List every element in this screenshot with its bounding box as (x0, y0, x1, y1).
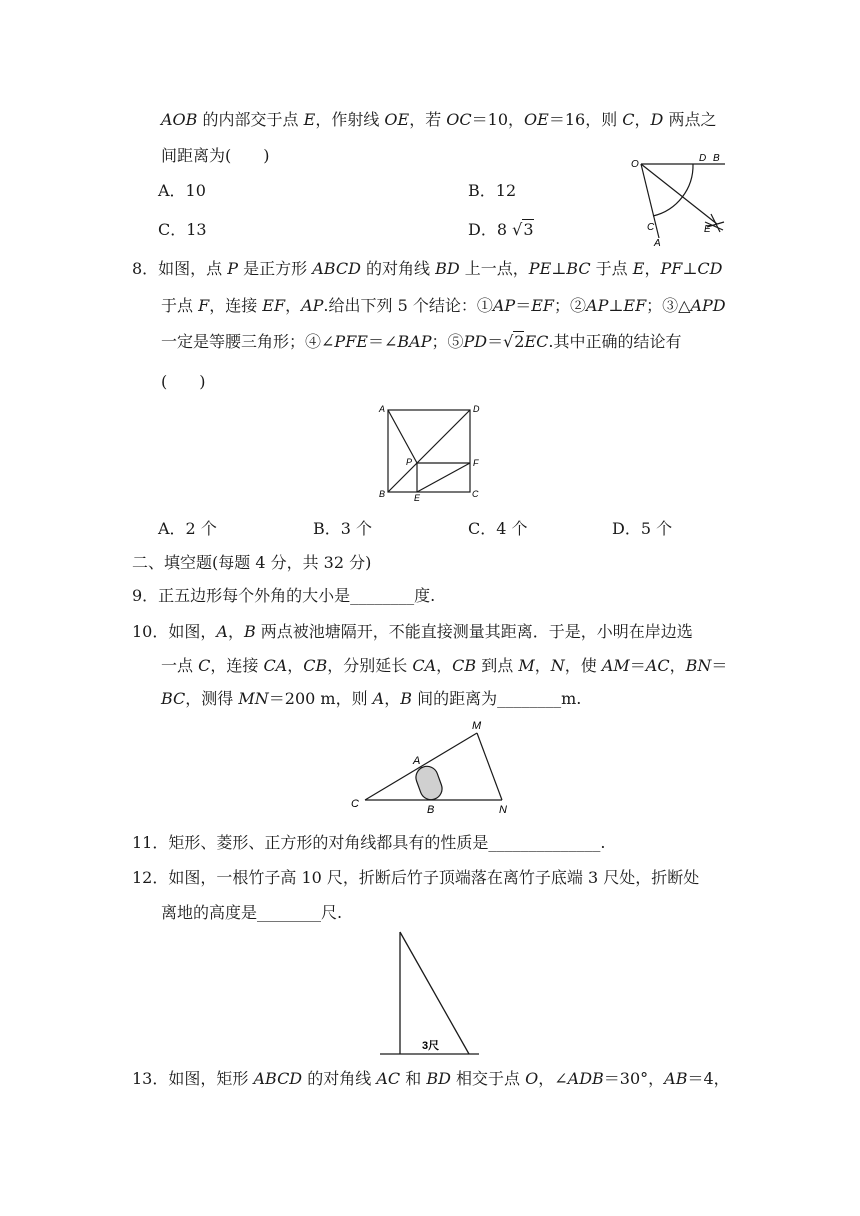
fig-label-c: C (351, 798, 359, 810)
text-run: .其中正确的结论有 (548, 332, 682, 351)
text-run: N (550, 656, 565, 675)
q7-line2: 间距离为( ) (161, 146, 270, 165)
text-run: BAP (397, 332, 432, 351)
fig-label-e: E (414, 493, 421, 503)
text-run: MN (238, 689, 269, 708)
q10-line1 (132, 622, 693, 642)
text-run: 于点 (161, 296, 199, 315)
text-run: 13．如图，矩形 (132, 1069, 254, 1088)
text-run: AP (301, 296, 324, 315)
text-run: PD (463, 332, 488, 351)
q9: 9．正五边形每个外角的大小是________度. (132, 586, 436, 605)
fig-label-a: A (413, 755, 421, 767)
text-run: E (303, 110, 316, 129)
fig-label-n: N (499, 804, 507, 816)
text-run: ⊥ (682, 259, 698, 278)
fig-label-a: A (654, 238, 661, 249)
text-run: 和 (400, 1069, 427, 1088)
sqrt-radicand: 3 (523, 220, 534, 239)
text-run: OE (524, 110, 549, 129)
fig-label-o: O (631, 159, 639, 170)
text-run: 间的距离为________m. (412, 689, 582, 708)
fig-label-d: D (699, 153, 707, 164)
text-run: CA (263, 656, 288, 675)
text-run: ， (285, 296, 302, 315)
text-run: CA (412, 656, 437, 675)
text-run: ＝4， (687, 1069, 730, 1088)
text-run: C (622, 110, 635, 129)
q8-option-d: D．5 个 (612, 519, 673, 538)
text-run: AOB (161, 110, 198, 129)
text-run: OE (384, 110, 410, 129)
q12-line2: 离地的高度是________尺. (161, 903, 343, 922)
q10-line3 (161, 689, 581, 709)
q11: 11．矩形、菱形、正方形的对角线都具有的性质是______________. (132, 833, 606, 852)
text-run: AB (664, 1069, 688, 1088)
text-run: ， (436, 656, 453, 675)
q8-option-a: A．2 个 (158, 519, 217, 538)
text-run: AC (376, 1069, 401, 1088)
text-run: 两点被池塘隔开，不能直接测量其距离．于是，小明在岸边选 (255, 622, 693, 641)
fig-label-b: B (427, 804, 435, 816)
text-run: B (400, 689, 413, 708)
text-run: 上一点， (459, 259, 529, 278)
text-run: 相交于点 (450, 1069, 526, 1088)
text-run: ， (534, 656, 551, 675)
text-run: 两点之 (663, 110, 717, 129)
text-run: EF (262, 296, 286, 315)
q8-line3: 一定是等腰三角形；④∠PFE＝∠BAP；⑤PD＝√2EC.其中正确的结论有 (161, 332, 682, 351)
text-run: PE (528, 259, 552, 278)
text-run: BD (435, 259, 460, 278)
text-run: ＝10， (471, 110, 525, 129)
text-run: 一定是等腰三角形；④∠ (161, 332, 335, 351)
text-run: ，作射线 (315, 110, 385, 129)
q7-option-b: B．12 (468, 181, 517, 200)
text-run: ， (669, 656, 686, 675)
fig-label-b: B (379, 489, 386, 499)
text-run: ＝16，则 (548, 110, 623, 129)
text-run: AC (645, 656, 670, 675)
text-run: ， (287, 656, 304, 675)
q10-line2 (161, 656, 727, 676)
text-run: 的内部交于点 (197, 110, 304, 129)
text-run: B (243, 622, 256, 641)
text-run: ，连接 (209, 296, 263, 315)
text-run: A (372, 689, 385, 708)
text-run: BC (161, 689, 186, 708)
fig-label-m: M (472, 720, 482, 732)
text-run: O (525, 1069, 539, 1088)
q13 (132, 1069, 730, 1089)
text-run: EF (623, 296, 647, 315)
text-run: ，若 (409, 110, 447, 129)
text-run: AM (601, 656, 630, 675)
text-run: AP (586, 296, 609, 315)
sqrt-radicand: 2 (514, 332, 525, 351)
text-run: CB (452, 656, 477, 675)
text-run: D．8 (468, 220, 513, 239)
text-run: BN (685, 656, 712, 675)
text-run: ， (384, 689, 401, 708)
text-run: 10．如图， (132, 622, 217, 641)
text-run: BC (566, 259, 591, 278)
text-run: ABCD (253, 1069, 303, 1088)
q8-line1 (132, 259, 722, 279)
text-run: ；③△ (646, 296, 691, 315)
text-run: ＝ (629, 656, 646, 675)
text-run: ⊥ (551, 259, 567, 278)
q8-line2 (161, 296, 726, 316)
text-run: M (518, 656, 535, 675)
text-run: 于点 (590, 259, 633, 278)
text-run: 到点 (476, 656, 519, 675)
fig-label-p: P (406, 457, 413, 467)
text-run: ，连接 (210, 656, 264, 675)
text-run: ＝200 m，则 (268, 689, 373, 708)
text-run: AP (492, 296, 516, 315)
text-run: ABCD (312, 259, 361, 278)
text-run: ， (634, 110, 651, 129)
text-run: EC (524, 332, 549, 351)
text-run: BD (426, 1069, 451, 1088)
fig-label-a: A (379, 404, 386, 414)
text-run: ，分别延长 (327, 656, 413, 675)
text-run: ，测得 (185, 689, 239, 708)
text-run: P (227, 259, 239, 278)
q12-figure (375, 925, 485, 1060)
text-run: 的对角线 (302, 1069, 377, 1088)
text-run: 一点 (161, 656, 199, 675)
text-run: E (632, 259, 645, 278)
text-run: CD (697, 259, 723, 278)
q7-option-a: A．10 (158, 181, 206, 200)
fig-label-d: D (473, 404, 480, 414)
text-run: CB (303, 656, 328, 675)
text-run: ＝ (515, 296, 532, 315)
pond-shape (413, 763, 445, 802)
fig-label-3chi: 3尺 (422, 1040, 440, 1052)
text-run: ＝ (487, 332, 504, 351)
fig-label-b: B (713, 153, 720, 164)
text-run: ＝ (711, 656, 728, 675)
text-run: EF (531, 296, 554, 315)
fig-label-f: F (473, 458, 479, 468)
q8-option-b: B．3 个 (313, 519, 373, 538)
q10-figure (345, 715, 525, 820)
text-run: OC (446, 110, 472, 129)
q8-line4: ( ) (161, 372, 206, 391)
section-heading: 二、填空题(每题 4 分，共 32 分) (132, 553, 372, 572)
text-run: ，使 (564, 656, 602, 675)
q8-option-c: C．4 个 (468, 519, 528, 538)
q7-option-c: C．13 (158, 220, 207, 239)
fig-label-e: E (704, 224, 711, 235)
text-run: ， (227, 622, 244, 641)
text-run: .给出下列 5 个结论：① (323, 296, 493, 315)
text-run: F (198, 296, 210, 315)
text-run: 是正方形 (238, 259, 313, 278)
text-run: 的对角线 (360, 259, 436, 278)
text-run: PFE (334, 332, 368, 351)
text-run: ，∠ (538, 1069, 568, 1088)
text-run: ， (644, 259, 661, 278)
text-run: ＝∠ (367, 332, 398, 351)
text-run: ＝30°， (603, 1069, 665, 1088)
fig-label-c: C (647, 222, 655, 233)
text-run: ⊥ (608, 296, 624, 315)
text-run: C (198, 656, 211, 675)
text-run: 8．如图，点 (132, 259, 228, 278)
text-run: ；② (554, 296, 587, 315)
text-run: D (650, 110, 664, 129)
q7-figure (625, 150, 745, 250)
text-run: A (216, 622, 228, 641)
fig-label-c: C (472, 489, 479, 499)
text-run: PF (660, 259, 683, 278)
text-run: ADB (567, 1069, 604, 1088)
q12-line1: 12．如图，一根竹子高 10 尺，折断后竹子顶端落在离竹子底端 3 尺处，折断处 (132, 868, 700, 887)
text-run: ；⑤ (431, 332, 464, 351)
q7-line1 (161, 110, 716, 130)
q8-figure (375, 400, 485, 505)
text-run: APD (690, 296, 726, 315)
q7-option-d: D．8 √3 (468, 220, 534, 239)
